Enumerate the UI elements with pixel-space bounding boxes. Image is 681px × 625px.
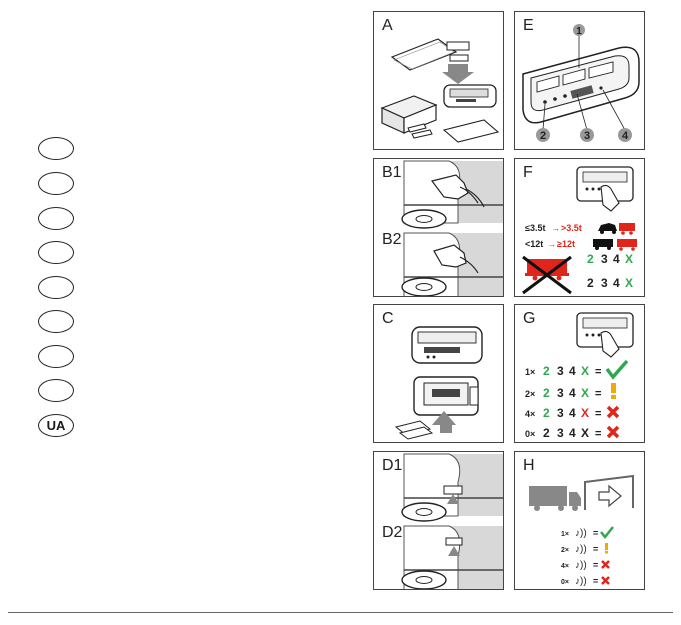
g-row1-count: 1× (525, 367, 536, 377)
weight-ge-12t: ≥12t (557, 239, 575, 249)
callout-2: 2 (539, 130, 547, 142)
panel-b1-label: B1 (382, 164, 402, 181)
panel-c (373, 304, 504, 443)
sound-icon: ♪)) (575, 544, 587, 555)
panel-f-illustration (515, 159, 645, 297)
svg-text:=: = (593, 576, 599, 586)
sound-icon: ♪)) (575, 528, 587, 539)
g-row3-seq-x: X (581, 406, 590, 420)
callout-1: 1 (576, 26, 582, 37)
h-row3-count: 4× (561, 563, 569, 570)
cross-icon (602, 577, 609, 584)
f-seq-top-4: 4 (613, 252, 620, 266)
panel-e (514, 11, 645, 150)
svg-text:→: → (551, 223, 560, 233)
panel-a (373, 11, 504, 150)
weight-gt-3-5t: >3.5t (561, 223, 582, 233)
g-row1-seq-x: X (581, 364, 590, 378)
h-row4-count: 0× (561, 579, 569, 586)
g-row3-count: 4× (525, 409, 536, 419)
panel-d (373, 451, 504, 590)
g-row4-seq-x: X (581, 426, 590, 440)
footer-divider (8, 612, 673, 613)
panel-h-illustration (515, 452, 645, 590)
panel-b2-label: B2 (382, 231, 402, 248)
truck-icon (529, 486, 581, 511)
svg-text:=: = (595, 388, 602, 400)
panel-b (373, 158, 504, 297)
f-seq-bottom-2: 2 (587, 276, 594, 290)
warning-icon (605, 543, 608, 550)
toll-gate-icon (585, 476, 633, 510)
g-row1-seq-4: 4 (569, 364, 576, 378)
panel-e-label: E (523, 17, 534, 34)
callout-4: 4 (621, 130, 629, 142)
g-row2-seq-x: X (581, 386, 590, 400)
panel-f (514, 158, 645, 297)
svg-text:=: = (595, 428, 602, 440)
panel-h-label: H (523, 457, 535, 474)
sound-icon: ♪)) (575, 560, 587, 571)
g-row4-count: 0× (525, 429, 536, 439)
language-code-oval (38, 137, 74, 160)
f-seq-top-2: 2 (587, 252, 594, 266)
language-code-oval (38, 207, 74, 230)
g-row2-seq-2: 2 (543, 386, 550, 400)
weight-lt-12t: <12t (525, 239, 544, 249)
svg-text:=: = (593, 528, 599, 538)
language-code-oval (38, 345, 74, 368)
g-row2-count: 2× (525, 389, 536, 399)
cross-icon (602, 561, 609, 568)
panel-d2-label: D2 (382, 524, 403, 541)
panel-a-illustration (374, 12, 504, 150)
g-row4-seq-3: 3 (557, 426, 564, 440)
svg-text:=: = (595, 408, 602, 420)
language-code-oval (38, 379, 74, 402)
g-row2-seq-3: 3 (557, 386, 564, 400)
sound-icon: ♪)) (575, 576, 587, 587)
h-row2-count: 2× (561, 547, 569, 554)
panel-g-illustration (515, 305, 645, 443)
panel-f-label: F (523, 164, 533, 181)
panel-d1-label: D1 (382, 457, 403, 474)
svg-text:=: = (593, 544, 599, 554)
warning-icon (611, 383, 616, 393)
check-icon (601, 527, 613, 537)
f-seq-top-x: X (625, 252, 634, 266)
f-seq-bottom-x: X (625, 276, 634, 290)
panel-c-illustration (374, 305, 504, 443)
panel-g (514, 304, 645, 443)
panel-e-illustration (515, 12, 645, 150)
cross-icon (608, 427, 618, 437)
f-seq-bottom-3: 3 (601, 276, 608, 290)
h-row1-count: 1× (561, 531, 569, 538)
language-code-oval (38, 172, 74, 195)
g-row1-seq-3: 3 (557, 364, 564, 378)
svg-text:=: = (595, 366, 602, 378)
language-code-oval (38, 310, 74, 333)
cross-icon (608, 407, 618, 417)
svg-text:→: → (547, 239, 556, 249)
g-row3-seq-2: 2 (543, 406, 550, 420)
weight-le-3-5t: ≤3.5t (525, 223, 546, 233)
check-icon (607, 361, 627, 377)
g-row3-seq-4: 4 (569, 406, 576, 420)
panel-h (514, 451, 645, 590)
g-row4-seq-4: 4 (569, 426, 576, 440)
language-code-oval (38, 276, 74, 299)
g-row3-seq-3: 3 (557, 406, 564, 420)
g-row2-seq-4: 4 (569, 386, 576, 400)
g-row1-seq-2: 2 (543, 364, 550, 378)
panel-g-label: G (523, 310, 536, 327)
language-code-oval (38, 241, 74, 264)
f-seq-bottom-4: 4 (613, 276, 620, 290)
panel-a-label: A (382, 17, 393, 34)
language-code-ua: UA (38, 414, 74, 437)
f-seq-top-3: 3 (601, 252, 608, 266)
g-row4-seq-2: 2 (543, 426, 550, 440)
callout-3: 3 (583, 130, 591, 142)
svg-text:=: = (593, 560, 599, 570)
panel-c-label: C (382, 310, 394, 327)
